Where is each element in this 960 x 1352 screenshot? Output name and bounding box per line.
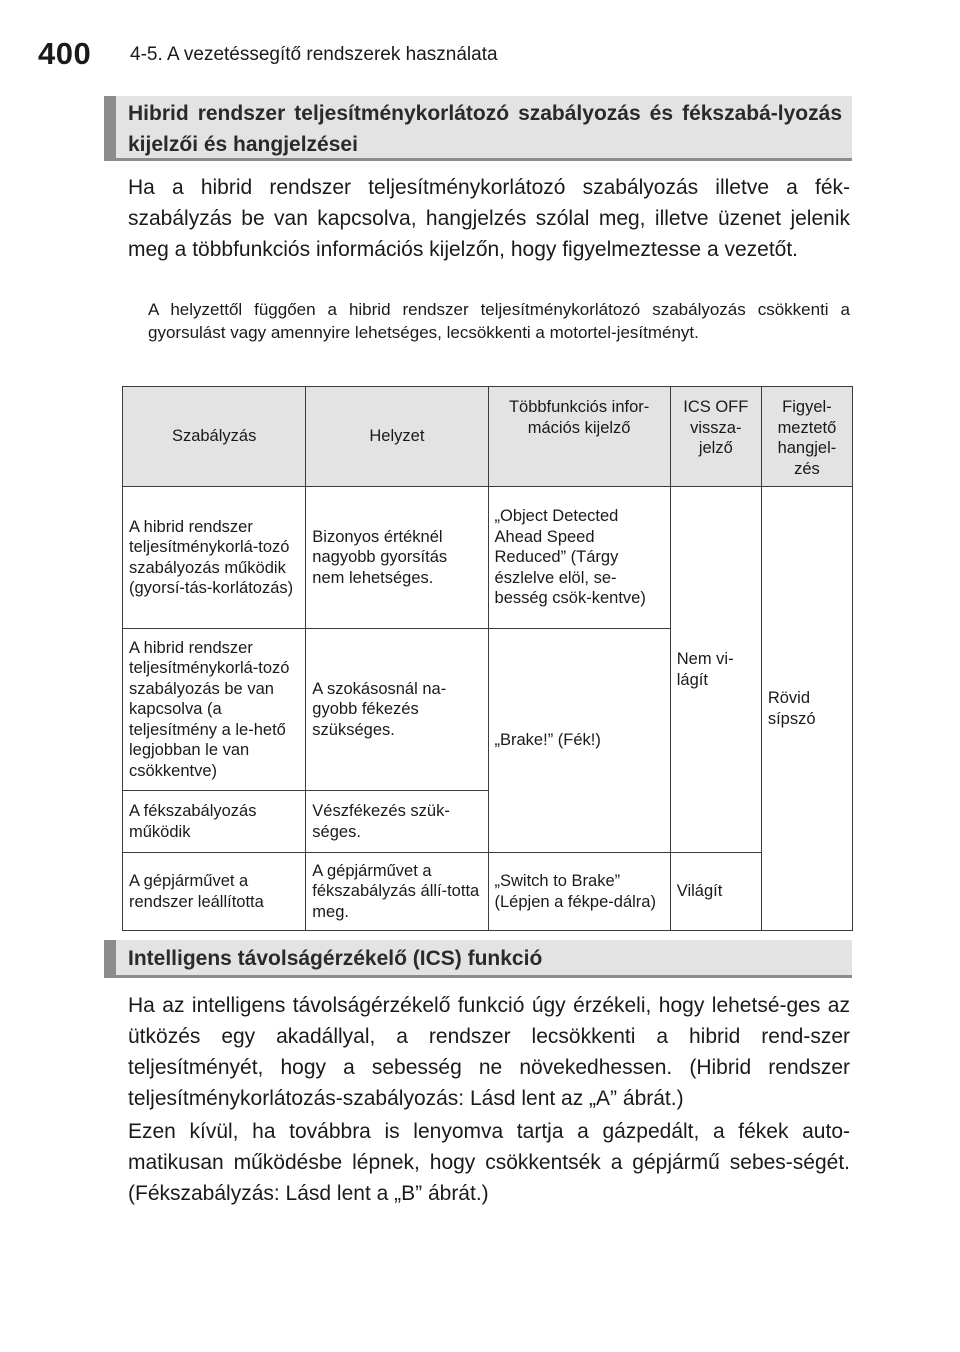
chapter-title: 4-5. A vezetéssegítő rendszerek használata <box>130 44 498 65</box>
cell-szabalyzas: A fékszabályozás működik <box>123 791 306 853</box>
column-header-kijelzo: Többfunkciós infor-mációs kijelző <box>488 387 670 487</box>
table-row <box>123 853 853 931</box>
table-row <box>123 487 853 629</box>
cell-kijelzo: „Object Detected Ahead Speed Reduced” (Tárgy észlelve elöl, se-besség csök-kentve) <box>488 487 670 629</box>
intro-paragraph: Ha a hibrid rendszer teljesítménykorlátozó szabályozás illetve a fék-szabályzás be van kapcsolva, hangjelzés szólal meg, illetve üzenet jelenik meg a többfunkciós információs kijelzőn, hogy figyelmeztesse a vezetőt. <box>128 176 850 261</box>
page-number: 400 <box>38 36 92 71</box>
column-header-helyzet: Helyzet <box>306 387 488 487</box>
cell-helyzet: A gépjárművet a fékszabályzás állí-totta meg. <box>306 853 488 931</box>
brake-paragraph: Ezen kívül, ha továbbra is lenyomva tartja a gázpedált, a fékek auto-matikusan működésbe lépnek, hogy csökkentsék a gépjármű sebes-ségét. (Fékszabályzás: Lásd lent a „B” ábrát.) <box>128 1120 850 1205</box>
cell-brake-display: „Brake!” (Fék!) <box>488 629 670 853</box>
section-heading-display-and-sounds: Hibrid rendszer teljesítménykorlátozó szabályozás és fékszabá-lyozás kijelzői és hangjelzései <box>104 96 852 161</box>
section-heading-ics-function: Intelligens távolságérzékelő (ICS) funkció <box>104 940 852 978</box>
cell-ics-off: Világít <box>670 853 761 931</box>
column-header-szabalyzas: Szabályzás <box>123 387 306 487</box>
table-header-row <box>123 387 853 487</box>
cell-szabalyzas: A gépjárművet a rendszer leállította <box>123 853 306 931</box>
ics-paragraph: Ha az intelligens távolságérzékelő funkció úgy érzékeli, hogy lehetsé-ges az ütközés egy akadállyal, a rendszer lecsökkenti a hibrid rend-szer teljesítményét, hogy a sebesség ne növekedhessen. (Hibrid rendszer teljesítménykorlátozás-szabályozás: Lásd lent az „A” ábrát.) <box>128 994 850 1110</box>
note-paragraph: A helyzettől függően a hibrid rendszer teljesítménykorlátozó szabályozás csökkenti a gyorsulást vagy amennyire lehetséges, lecsökkenti a motortel-jesítményt. <box>148 300 850 342</box>
column-header-ics-off: ICS OFF vissza-jelző <box>670 387 761 487</box>
cell-szabalyzas: A hibrid rendszer teljesítménykorlá-tozó szabályozás be van kapcsolva (a teljesítmény a le-hető legjobban le van csökkentve) <box>123 629 306 791</box>
control-status-table <box>122 386 853 931</box>
cell-ics-off-not-lit: Nem vi-lágít <box>670 487 761 853</box>
column-header-figyelmezteto: Figyel-meztető hangjel-zés <box>761 387 852 487</box>
cell-helyzet: A szokásosnál na-gyobb fékezés szükséges. <box>306 629 488 791</box>
cell-kijelzo: „Switch to Brake” (Lépjen a fékpe-dálra) <box>488 853 670 931</box>
cell-helyzet: Vészfékezés szük-séges. <box>306 791 488 853</box>
cell-szabalyzas: A hibrid rendszer teljesítménykorlá-tozó szabályozás működik (gyorsí-tás-korlátozás) <box>123 487 306 629</box>
cell-warning-sound: Rövid sípszó <box>761 487 852 931</box>
cell-helyzet: Bizonyos értéknél nagyobb gyorsítás nem lehetséges. <box>306 487 488 629</box>
